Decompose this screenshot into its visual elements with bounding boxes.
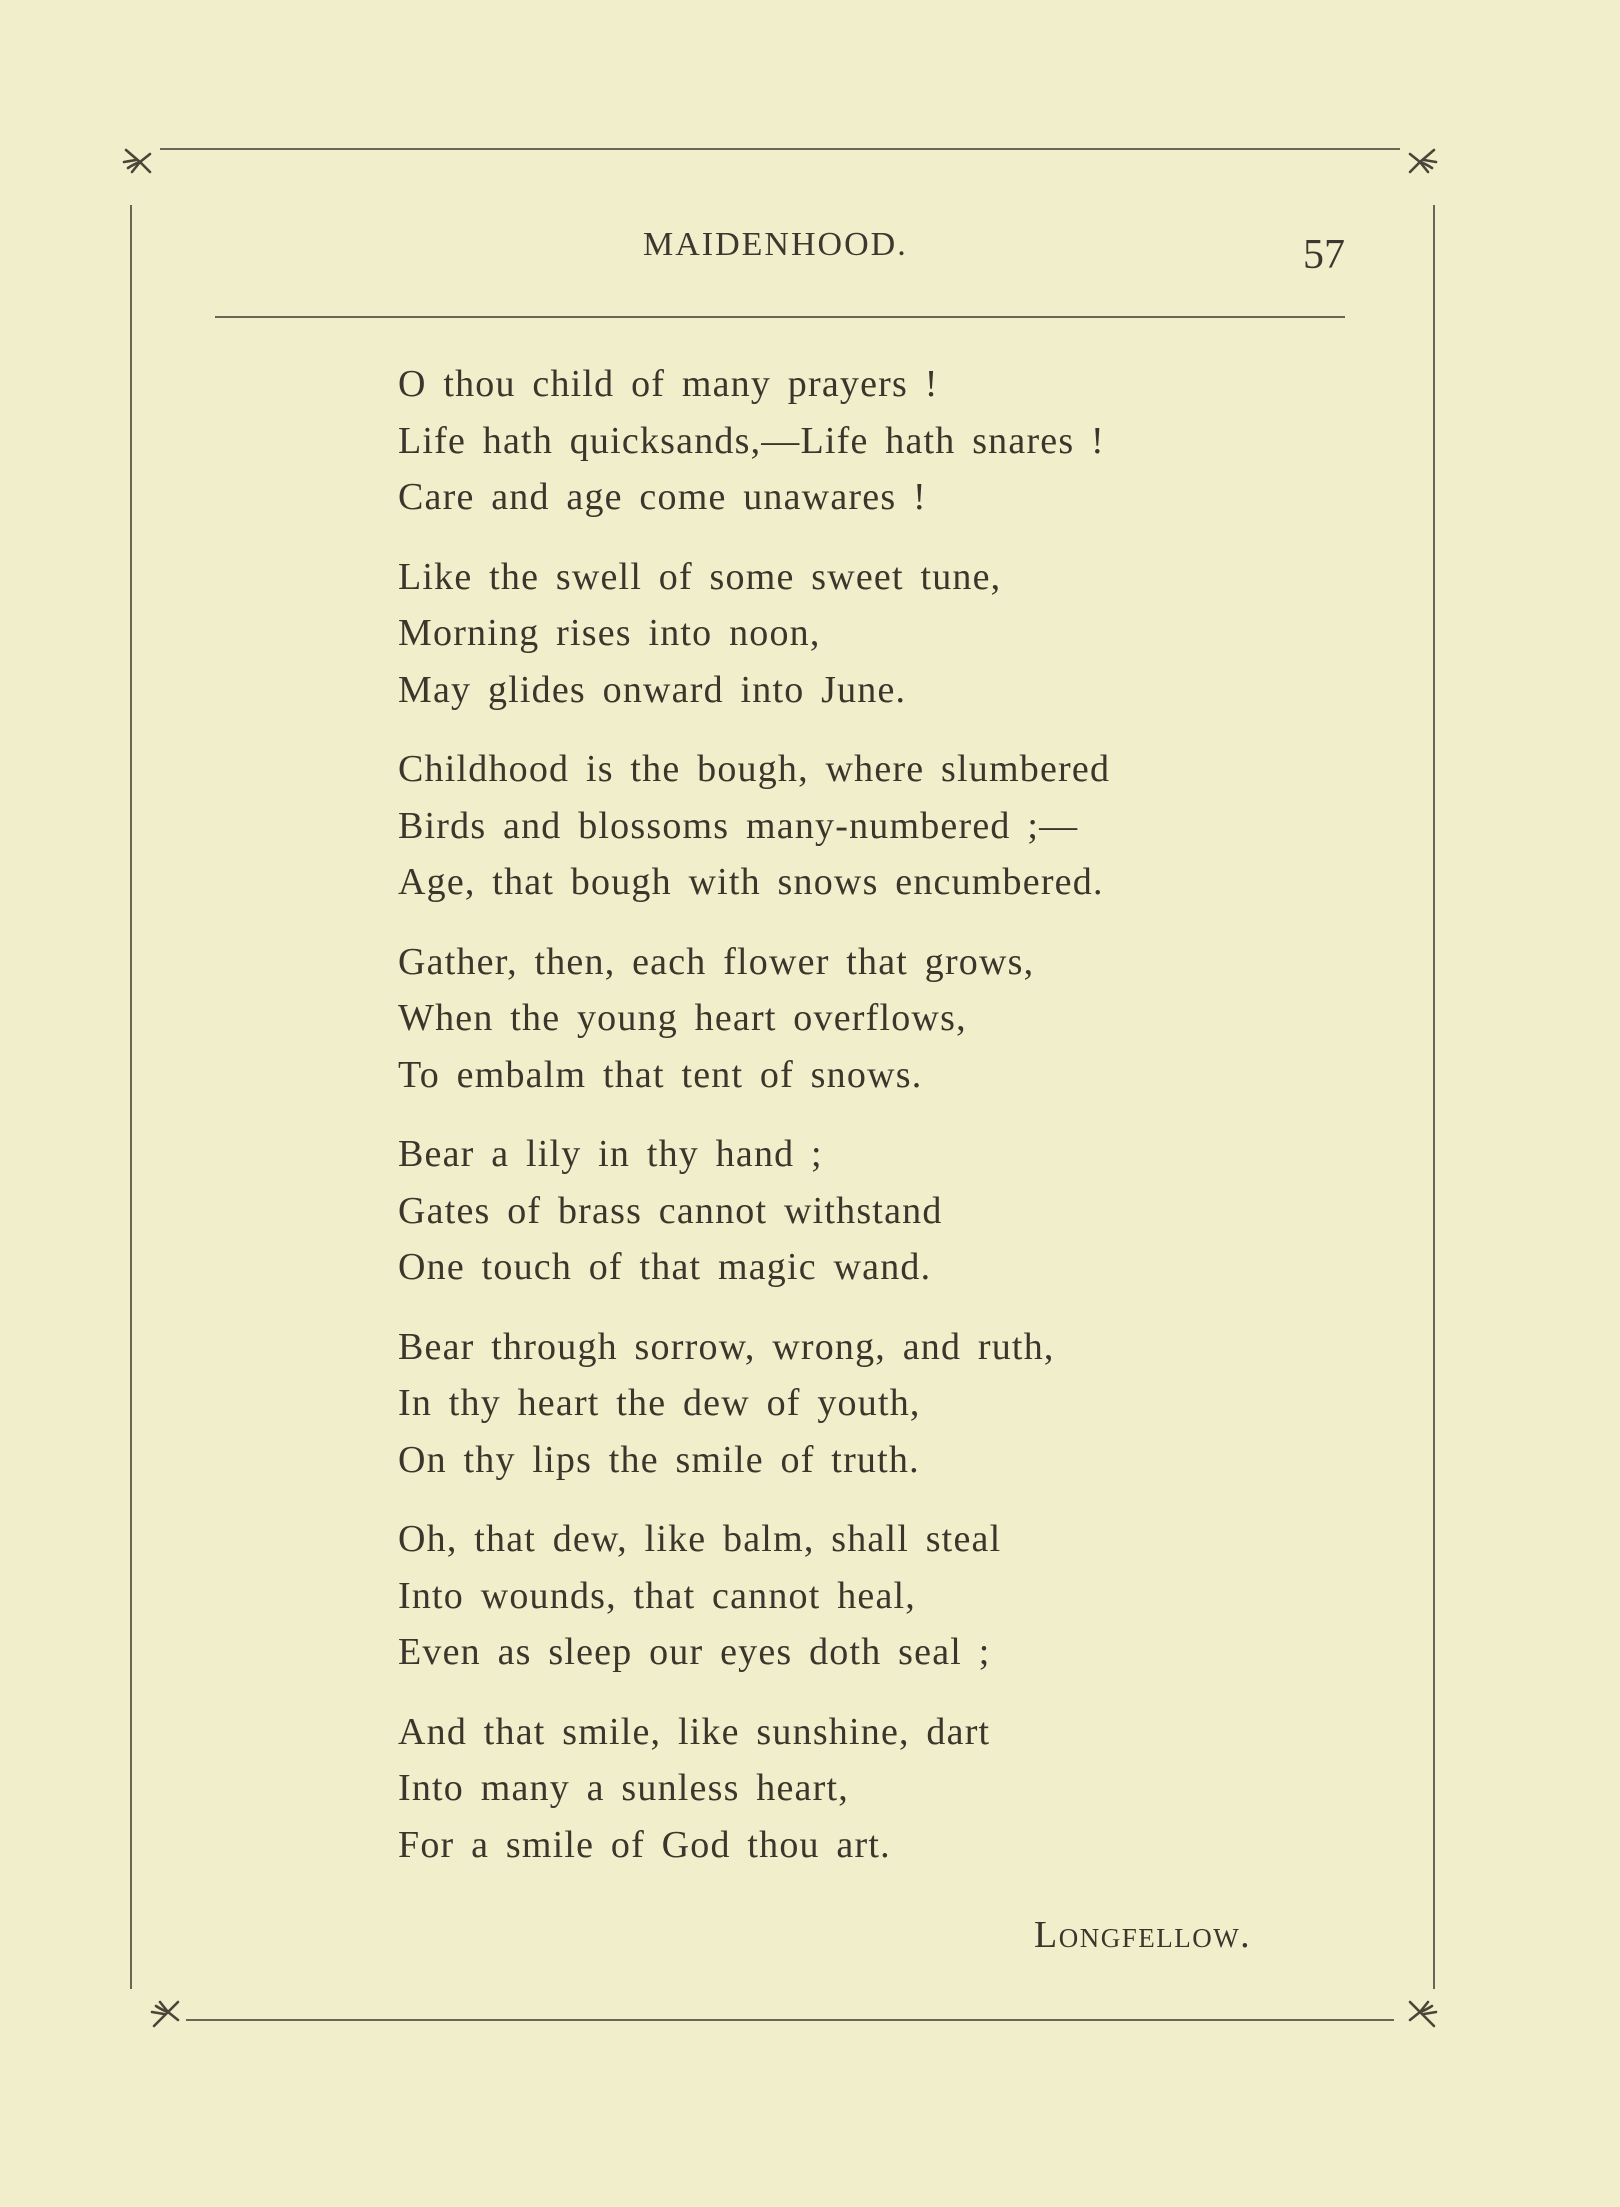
poem-line: Birds and blossoms many-numbered ;—	[398, 804, 1079, 847]
poem-line: In thy heart the dew of youth,	[398, 1382, 921, 1424]
corner-ornament-bottom-right-icon	[1400, 1992, 1440, 2032]
poem-line: To embalm that tent of snows.	[398, 1053, 923, 1096]
poem-line: Age, that bough with snows encumbered.	[398, 861, 1104, 903]
corner-ornament-bottom-left-icon	[148, 1992, 188, 2032]
frame-right-rule	[1433, 205, 1435, 1989]
poem-line: O thou child of many prayers !	[398, 363, 939, 405]
frame-top-rule	[160, 148, 1400, 150]
poem-line: Life hath quicksands,—Life hath snares !	[398, 419, 1105, 462]
poem-line: Even as sleep our eyes doth seal ;	[398, 1631, 991, 1673]
stanza	[398, 1126, 1358, 1296]
stanza	[398, 1704, 1358, 1874]
poem-line: Bear through sorrow, wrong, and ruth,	[398, 1325, 1055, 1368]
stanza	[398, 356, 1358, 526]
stanza	[398, 1319, 1358, 1489]
header-rule	[215, 316, 1345, 318]
stanza	[398, 741, 1358, 911]
poem-line: Oh, that dew, like balm, shall steal	[398, 1518, 1002, 1560]
page-number: 57	[1303, 232, 1345, 278]
poem-line: For a smile of God thou art.	[398, 1823, 891, 1866]
poem-line: And that smile, like sunshine, dart	[398, 1710, 991, 1753]
poem-line: Gates of brass cannot withstand	[398, 1189, 943, 1232]
poem-line: Gather, then, each flower that grows,	[398, 940, 1035, 983]
poem-line: When the young heart overflows,	[398, 997, 967, 1039]
stanza	[398, 1511, 1358, 1681]
poem-line: Bear a lily in thy hand ;	[398, 1133, 823, 1175]
author-attribution: Longfellow.	[1034, 1914, 1252, 1956]
running-title: MAIDENHOOD.	[643, 226, 908, 263]
poem-line: Childhood is the bough, where slumbered	[398, 748, 1111, 790]
poem-body	[398, 356, 1358, 1896]
poem-line: Morning rises into noon,	[398, 612, 821, 654]
frame-bottom-rule	[186, 2019, 1394, 2021]
poem-line: Care and age come unawares !	[398, 476, 927, 518]
poem-line: Into many a sunless heart,	[398, 1767, 849, 1809]
poem-line: On thy lips the smile of truth.	[398, 1438, 920, 1481]
stanza	[398, 549, 1358, 719]
poem-line: Into wounds, that cannot heal,	[398, 1574, 917, 1617]
corner-ornament-top-right-icon	[1400, 142, 1440, 182]
poem-line: Like the swell of some sweet tune,	[398, 555, 1002, 598]
poem-line: May glides onward into June.	[398, 668, 907, 711]
corner-ornament-top-left-icon	[120, 142, 160, 182]
frame-left-rule	[130, 205, 132, 1989]
poem-line: One touch of that magic wand.	[398, 1246, 932, 1288]
stanza	[398, 934, 1358, 1104]
